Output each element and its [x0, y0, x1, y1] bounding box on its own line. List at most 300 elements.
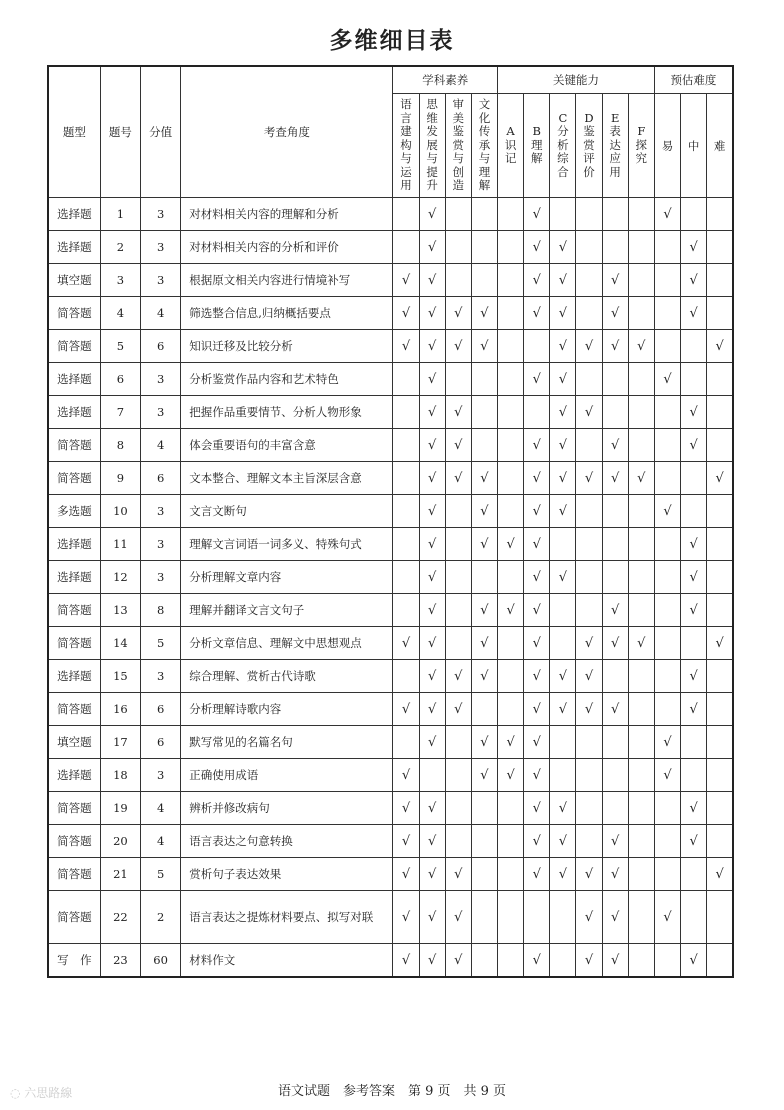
cell-score: 6	[141, 726, 181, 759]
empty-cell	[707, 528, 733, 561]
table-row	[48, 198, 733, 231]
empty-cell	[445, 825, 471, 858]
empty-cell	[471, 231, 497, 264]
cell-type: 简答题	[48, 693, 100, 726]
check-mark: √	[419, 462, 445, 495]
check-mark: √	[707, 858, 733, 891]
check-mark: √	[550, 693, 576, 726]
check-mark: √	[524, 944, 550, 978]
empty-cell	[498, 297, 524, 330]
watermark-text: 六思路線	[24, 1086, 73, 1100]
empty-cell	[576, 297, 602, 330]
check-mark: √	[445, 396, 471, 429]
cell-angle: 知识迁移及比较分析	[181, 330, 393, 363]
header-type: 题型	[48, 66, 100, 198]
check-mark: √	[681, 594, 707, 627]
header-literacy-3: 文 化 传 承 与 理 解	[471, 94, 497, 198]
empty-cell	[628, 792, 654, 825]
cell-type: 简答题	[48, 462, 100, 495]
empty-cell	[707, 891, 733, 944]
check-mark: √	[524, 660, 550, 693]
cell-angle: 理解并翻译文言文句子	[181, 594, 393, 627]
check-mark: √	[602, 627, 628, 660]
check-mark: √	[419, 429, 445, 462]
cell-angle: 语言表达之提炼材料要点、拟写对联	[181, 891, 393, 944]
header-angle: 考查角度	[181, 66, 393, 198]
empty-cell	[654, 231, 680, 264]
empty-cell	[576, 264, 602, 297]
cell-num: 1	[100, 198, 140, 231]
empty-cell	[419, 759, 445, 792]
cell-type: 简答题	[48, 792, 100, 825]
cell-num: 20	[100, 825, 140, 858]
empty-cell	[393, 495, 419, 528]
cell-num: 8	[100, 429, 140, 462]
watermark-logo: ◌ 六思路線	[10, 1086, 73, 1100]
cell-score: 4	[141, 429, 181, 462]
check-mark: √	[419, 858, 445, 891]
empty-cell	[602, 396, 628, 429]
check-mark: √	[393, 330, 419, 363]
empty-cell	[681, 891, 707, 944]
cell-angle: 分析理解文章内容	[181, 561, 393, 594]
empty-cell	[393, 462, 419, 495]
empty-cell	[576, 198, 602, 231]
check-mark: √	[602, 858, 628, 891]
cell-score: 3	[141, 561, 181, 594]
cell-score: 6	[141, 462, 181, 495]
cell-score: 3	[141, 528, 181, 561]
cell-type: 填空题	[48, 726, 100, 759]
empty-cell	[707, 660, 733, 693]
header-ability-f: F 探 究	[628, 94, 654, 198]
empty-cell	[445, 495, 471, 528]
table-row	[48, 528, 733, 561]
empty-cell	[498, 858, 524, 891]
cell-angle: 分析文章信息、理解文中思想观点	[181, 627, 393, 660]
empty-cell	[602, 792, 628, 825]
cell-score: 2	[141, 891, 181, 944]
empty-cell	[498, 891, 524, 944]
table-row	[48, 825, 733, 858]
check-mark: √	[524, 825, 550, 858]
empty-cell	[550, 759, 576, 792]
empty-cell	[681, 363, 707, 396]
empty-cell	[471, 198, 497, 231]
cell-type: 填空题	[48, 264, 100, 297]
empty-cell	[445, 759, 471, 792]
empty-cell	[628, 825, 654, 858]
empty-cell	[550, 891, 576, 944]
empty-cell	[628, 297, 654, 330]
cell-score: 6	[141, 693, 181, 726]
check-mark: √	[498, 726, 524, 759]
check-mark: √	[419, 944, 445, 978]
cell-num: 15	[100, 660, 140, 693]
check-mark: √	[576, 396, 602, 429]
check-mark: √	[498, 528, 524, 561]
empty-cell	[576, 825, 602, 858]
empty-cell	[576, 363, 602, 396]
check-mark: √	[681, 231, 707, 264]
table-row	[48, 231, 733, 264]
check-mark: √	[707, 330, 733, 363]
table-row	[48, 264, 733, 297]
empty-cell	[498, 363, 524, 396]
empty-cell	[602, 198, 628, 231]
check-mark: √	[393, 264, 419, 297]
check-mark: √	[524, 297, 550, 330]
check-mark: √	[602, 594, 628, 627]
table-row	[48, 944, 733, 978]
cell-angle: 默写常见的名篇名句	[181, 726, 393, 759]
empty-cell	[628, 594, 654, 627]
check-mark: √	[419, 528, 445, 561]
cell-num: 19	[100, 792, 140, 825]
empty-cell	[628, 660, 654, 693]
empty-cell	[681, 627, 707, 660]
empty-cell	[524, 396, 550, 429]
check-mark: √	[419, 693, 445, 726]
empty-cell	[602, 660, 628, 693]
check-mark: √	[524, 627, 550, 660]
cell-type: 选择题	[48, 231, 100, 264]
check-mark: √	[602, 462, 628, 495]
cell-angle: 对材料相关内容的分析和评价	[181, 231, 393, 264]
empty-cell	[471, 858, 497, 891]
empty-cell	[654, 825, 680, 858]
empty-cell	[654, 264, 680, 297]
empty-cell	[707, 726, 733, 759]
empty-cell	[681, 495, 707, 528]
empty-cell	[445, 792, 471, 825]
check-mark: √	[602, 429, 628, 462]
cell-score: 3	[141, 363, 181, 396]
cell-num: 17	[100, 726, 140, 759]
empty-cell	[393, 198, 419, 231]
empty-cell	[550, 594, 576, 627]
cell-score: 3	[141, 264, 181, 297]
empty-cell	[498, 264, 524, 297]
header-ability-d: D 鉴 赏 评 价	[576, 94, 602, 198]
empty-cell	[471, 944, 497, 978]
cell-type: 选择题	[48, 759, 100, 792]
check-mark: √	[419, 198, 445, 231]
empty-cell	[550, 627, 576, 660]
check-mark: √	[419, 396, 445, 429]
empty-cell	[550, 944, 576, 978]
table-row	[48, 627, 733, 660]
empty-cell	[681, 330, 707, 363]
check-mark: √	[550, 792, 576, 825]
empty-cell	[498, 396, 524, 429]
header-literacy-0: 语 言 建 构 与 运 用	[393, 94, 419, 198]
check-mark: √	[550, 858, 576, 891]
empty-cell	[628, 264, 654, 297]
check-mark: √	[393, 297, 419, 330]
cell-num: 10	[100, 495, 140, 528]
check-mark: √	[550, 462, 576, 495]
check-mark: √	[576, 462, 602, 495]
check-mark: √	[524, 561, 550, 594]
check-mark: √	[602, 693, 628, 726]
check-mark: √	[471, 627, 497, 660]
check-mark: √	[550, 330, 576, 363]
empty-cell	[498, 792, 524, 825]
empty-cell	[393, 561, 419, 594]
empty-cell	[707, 297, 733, 330]
cell-angle: 对材料相关内容的理解和分析	[181, 198, 393, 231]
empty-cell	[707, 792, 733, 825]
cell-angle: 把握作品重要情节、分析人物形象	[181, 396, 393, 429]
empty-cell	[654, 429, 680, 462]
header-score: 分值	[141, 66, 181, 198]
cell-angle: 理解文言词语一词多义、特殊句式	[181, 528, 393, 561]
empty-cell	[445, 561, 471, 594]
table-row	[48, 792, 733, 825]
cell-score: 3	[141, 198, 181, 231]
empty-cell	[393, 528, 419, 561]
empty-cell	[602, 363, 628, 396]
check-mark: √	[576, 693, 602, 726]
cell-type: 选择题	[48, 198, 100, 231]
check-mark: √	[524, 858, 550, 891]
table-row	[48, 660, 733, 693]
empty-cell	[707, 429, 733, 462]
empty-cell	[654, 462, 680, 495]
cell-score: 3	[141, 660, 181, 693]
check-mark: √	[602, 944, 628, 978]
empty-cell	[498, 495, 524, 528]
header-literacy-1: 思 维 发 展 与 提 升	[419, 94, 445, 198]
check-mark: √	[471, 759, 497, 792]
cell-angle: 辨析并修改病句	[181, 792, 393, 825]
check-mark: √	[550, 264, 576, 297]
empty-cell	[628, 891, 654, 944]
check-mark: √	[707, 627, 733, 660]
check-mark: √	[471, 594, 497, 627]
cell-angle: 综合理解、赏析古代诗歌	[181, 660, 393, 693]
empty-cell	[654, 594, 680, 627]
table-row	[48, 495, 733, 528]
empty-cell	[576, 528, 602, 561]
check-mark: √	[576, 944, 602, 978]
cell-type: 简答题	[48, 858, 100, 891]
empty-cell	[576, 561, 602, 594]
empty-cell	[471, 396, 497, 429]
empty-cell	[498, 462, 524, 495]
check-mark: √	[419, 726, 445, 759]
table-row	[48, 330, 733, 363]
empty-cell	[393, 429, 419, 462]
empty-cell	[471, 363, 497, 396]
check-mark: √	[445, 660, 471, 693]
cell-score: 5	[141, 627, 181, 660]
check-mark: √	[419, 891, 445, 944]
table-row	[48, 561, 733, 594]
empty-cell	[498, 330, 524, 363]
empty-cell	[707, 825, 733, 858]
cell-num: 9	[100, 462, 140, 495]
empty-cell	[471, 264, 497, 297]
cell-angle: 文本整合、理解文本主旨深层含意	[181, 462, 393, 495]
empty-cell	[498, 693, 524, 726]
table-row	[48, 759, 733, 792]
empty-cell	[707, 264, 733, 297]
check-mark: √	[681, 396, 707, 429]
empty-cell	[498, 825, 524, 858]
check-mark: √	[419, 297, 445, 330]
header-ability-c: C 分 析 综 合	[550, 94, 576, 198]
empty-cell	[707, 396, 733, 429]
table-row	[48, 891, 733, 944]
cell-num: 23	[100, 944, 140, 978]
check-mark: √	[445, 944, 471, 978]
empty-cell	[707, 759, 733, 792]
cell-type: 选择题	[48, 528, 100, 561]
check-mark: √	[707, 462, 733, 495]
empty-cell	[654, 330, 680, 363]
cell-type: 选择题	[48, 660, 100, 693]
empty-cell	[550, 198, 576, 231]
cell-num: 13	[100, 594, 140, 627]
table-row	[48, 726, 733, 759]
check-mark: √	[628, 462, 654, 495]
cell-angle: 赏析句子表达效果	[181, 858, 393, 891]
empty-cell	[393, 726, 419, 759]
cell-type: 简答题	[48, 594, 100, 627]
empty-cell	[628, 726, 654, 759]
check-mark: √	[681, 561, 707, 594]
cell-angle: 语言表达之句意转换	[181, 825, 393, 858]
header-literacy-2: 审 美 鉴 赏 与 创 造	[445, 94, 471, 198]
header-group-literacy: 学科素养	[393, 66, 498, 94]
check-mark: √	[550, 363, 576, 396]
check-mark: √	[419, 825, 445, 858]
check-mark: √	[628, 330, 654, 363]
empty-cell	[707, 944, 733, 978]
check-mark: √	[419, 660, 445, 693]
check-mark: √	[681, 660, 707, 693]
empty-cell	[393, 231, 419, 264]
header-difficulty-2: 难	[707, 94, 733, 198]
cell-num: 4	[100, 297, 140, 330]
check-mark: √	[524, 528, 550, 561]
check-mark: √	[681, 528, 707, 561]
check-mark: √	[681, 944, 707, 978]
empty-cell	[628, 944, 654, 978]
table-row	[48, 297, 733, 330]
empty-cell	[628, 759, 654, 792]
check-mark: √	[602, 891, 628, 944]
check-mark: √	[393, 825, 419, 858]
cell-score: 4	[141, 792, 181, 825]
cell-num: 6	[100, 363, 140, 396]
check-mark: √	[393, 759, 419, 792]
empty-cell	[707, 198, 733, 231]
check-mark: √	[498, 759, 524, 792]
cell-num: 2	[100, 231, 140, 264]
check-mark: √	[654, 759, 680, 792]
cell-type: 简答题	[48, 429, 100, 462]
cell-angle: 体会重要语句的丰富含意	[181, 429, 393, 462]
cell-type: 选择题	[48, 561, 100, 594]
page-footer: 语文试题 参考答案 第 9 页 共 9 页	[277, 1084, 507, 1099]
cell-score: 4	[141, 297, 181, 330]
empty-cell	[628, 528, 654, 561]
cell-type: 多选题	[48, 495, 100, 528]
check-mark: √	[445, 429, 471, 462]
check-mark: √	[445, 297, 471, 330]
check-mark: √	[681, 792, 707, 825]
check-mark: √	[419, 627, 445, 660]
check-mark: √	[550, 561, 576, 594]
empty-cell	[393, 594, 419, 627]
check-mark: √	[576, 660, 602, 693]
check-mark: √	[602, 330, 628, 363]
table-row	[48, 858, 733, 891]
check-mark: √	[576, 627, 602, 660]
empty-cell	[681, 858, 707, 891]
check-mark: √	[654, 726, 680, 759]
cell-angle: 根据原文相关内容进行情境补写	[181, 264, 393, 297]
empty-cell	[498, 198, 524, 231]
empty-cell	[576, 792, 602, 825]
empty-cell	[445, 627, 471, 660]
empty-cell	[550, 528, 576, 561]
cell-score: 4	[141, 825, 181, 858]
check-mark: √	[524, 726, 550, 759]
empty-cell	[524, 330, 550, 363]
cell-score: 6	[141, 330, 181, 363]
header-difficulty-0: 易	[654, 94, 680, 198]
cell-num: 22	[100, 891, 140, 944]
check-mark: √	[471, 495, 497, 528]
empty-cell	[445, 198, 471, 231]
empty-cell	[628, 858, 654, 891]
table-row	[48, 462, 733, 495]
cell-type: 简答题	[48, 891, 100, 944]
empty-cell	[576, 594, 602, 627]
check-mark: √	[419, 231, 445, 264]
cell-angle: 分析理解诗歌内容	[181, 693, 393, 726]
empty-cell	[681, 726, 707, 759]
cell-num: 18	[100, 759, 140, 792]
cell-angle: 正确使用成语	[181, 759, 393, 792]
empty-cell	[654, 858, 680, 891]
header-difficulty-1: 中	[681, 94, 707, 198]
empty-cell	[707, 561, 733, 594]
cell-num: 5	[100, 330, 140, 363]
empty-cell	[471, 561, 497, 594]
empty-cell	[681, 462, 707, 495]
cell-type: 简答题	[48, 297, 100, 330]
check-mark: √	[654, 363, 680, 396]
check-mark: √	[524, 462, 550, 495]
header-ability-b: B 理 解	[524, 94, 550, 198]
empty-cell	[628, 429, 654, 462]
check-mark: √	[471, 330, 497, 363]
check-mark: √	[654, 495, 680, 528]
empty-cell	[602, 231, 628, 264]
empty-cell	[654, 792, 680, 825]
check-mark: √	[681, 693, 707, 726]
check-mark: √	[602, 297, 628, 330]
check-mark: √	[419, 264, 445, 297]
check-mark: √	[471, 528, 497, 561]
cell-score: 8	[141, 594, 181, 627]
empty-cell	[628, 495, 654, 528]
